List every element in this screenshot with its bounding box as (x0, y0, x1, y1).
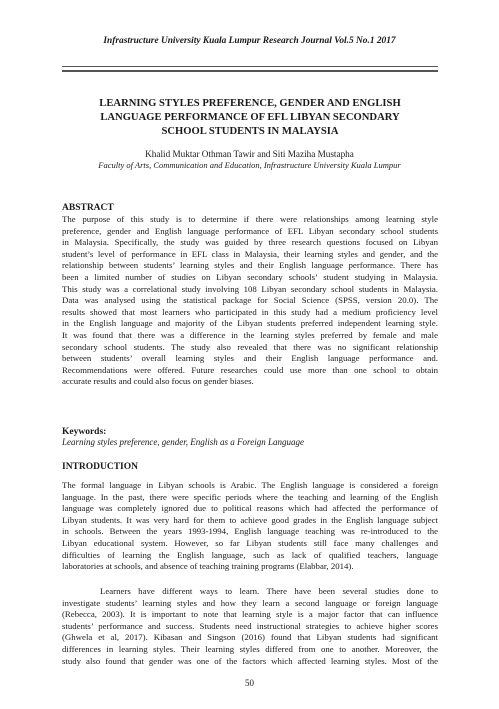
title-line: LEARNING STYLES PREFERENCE, GENDER AND ENGLISH (99, 98, 401, 109)
text-line: The purpose of this study is to determine if there were relationships among learning style (62, 214, 438, 224)
text-line: in the English language and majority of the Libyan students preferred independent learning style. (62, 318, 438, 329)
title-line: SCHOOL STUDENTS IN MALAYSIA (161, 126, 339, 137)
text-line: secondary school students. The study also revealed that there was no significant relationship (62, 341, 438, 352)
text-line: laboratories at schools, and absence of teaching training programs (Elabbar, 2014). (62, 561, 354, 572)
text-line: Libyan educational system. However, so far Libyan students still face many challenges and (62, 537, 438, 548)
keywords-text: Learning styles preference, gender, English as a Foreign Language (62, 437, 304, 447)
introduction-paragraph-1 (62, 480, 438, 573)
text-line: results showed that most learners who participated in this study had a medium proficiency level (62, 306, 438, 317)
author-affiliation: Faculty of Arts, Communication and Education, Infrastructure University Kuala Lumpur (98, 160, 401, 170)
title-line: LANGUAGE PERFORMANCE OF EFL LIBYAN SECONDARY (100, 112, 400, 123)
text-line: It was found that there was a difference in the learning styles preferred by female and male (62, 329, 438, 340)
text-line: difficulties of learning the English language, such as lack of qualified teachers, language (62, 549, 438, 560)
text-line: study also found that gender was one of the factors which affected learning styles. Most of the (62, 655, 438, 666)
text-line: relationship between students’ learning styles and their English language performance. There has (62, 260, 438, 271)
header-rule-thin (62, 66, 438, 67)
text-line: (Ghwela et al, 2017). Kibasan and Singson (2016) found that Libyan students had significant (62, 632, 438, 643)
text-line: The formal language in Libyan schools is Arabic. The English language is considered a foreign (62, 480, 438, 490)
text-line: Learners have different ways to learn. There have been several studies done to (100, 586, 438, 596)
header-rule-thick (62, 70, 438, 72)
running-head: Infrastructure University Kuala Lumpur Research Journal Vol.5 No.1 2017 (103, 36, 396, 46)
paper-title (62, 97, 438, 139)
text-line: in Malaysia. Specifically, the study was guided by three research questions focused on Libyan (62, 237, 438, 248)
abstract-heading: ABSTRACT (62, 203, 114, 213)
text-line: language was completely ignored due to political reasons which had affected the performance of (62, 503, 438, 514)
text-line: differences in learning styles. Their learning styles differed from one to another. Moreover, the (62, 643, 438, 654)
text-line: language. In the past, there were specific periods where the teaching and learning of the English (62, 491, 438, 502)
text-line: between students’ overall learning styles and their English language performance and. (62, 353, 438, 364)
text-line: This study was a correlational study involving 108 Libyan secondary school students in Malaysia. (62, 283, 438, 294)
introduction-paragraph-2 (62, 586, 438, 667)
text-line: Recommendations were offered. Future researches could use more than one school to obtain (62, 364, 438, 375)
page-number: 50 (245, 678, 254, 688)
keywords-heading: Keywords: (62, 427, 107, 437)
introduction-heading: INTRODUCTION (62, 462, 139, 472)
text-line: preference, gender and English language performance of EFL Libyan secondary school students (62, 225, 438, 236)
text-line: students’ performance and success. Students need instructional strategies to achieve higher scores (62, 620, 438, 631)
text-line: Data was analysed using the statistical package for Social Science (SPSS, version 20.0). The (62, 295, 438, 306)
text-line: been a limited number of studies on Libyan secondary schools’ student studying in Malaysia. (62, 271, 438, 282)
abstract-body (62, 214, 438, 388)
text-line: accurate results and could also focus on gender biases. (62, 376, 254, 387)
text-line: investigate students’ learning styles and how they learn a second language or foreign language (62, 597, 438, 608)
text-line: in schools. Between the years 1993-1994, English language teaching was re-introduced to the (62, 526, 438, 537)
text-line: (Rebecca, 2003). It is important to note that learning style is a major factor that can influence (62, 609, 438, 620)
text-line: student’s level of performance in EFL class in Malaysia, their learning styles and gender, and the (62, 248, 438, 259)
author-names: Khalid Muktar Othman Tawir and Siti Maziha Mustapha (145, 149, 354, 159)
text-line: Libyan students. It was very hard for them to achieve good grades in the English language subject (62, 514, 438, 525)
